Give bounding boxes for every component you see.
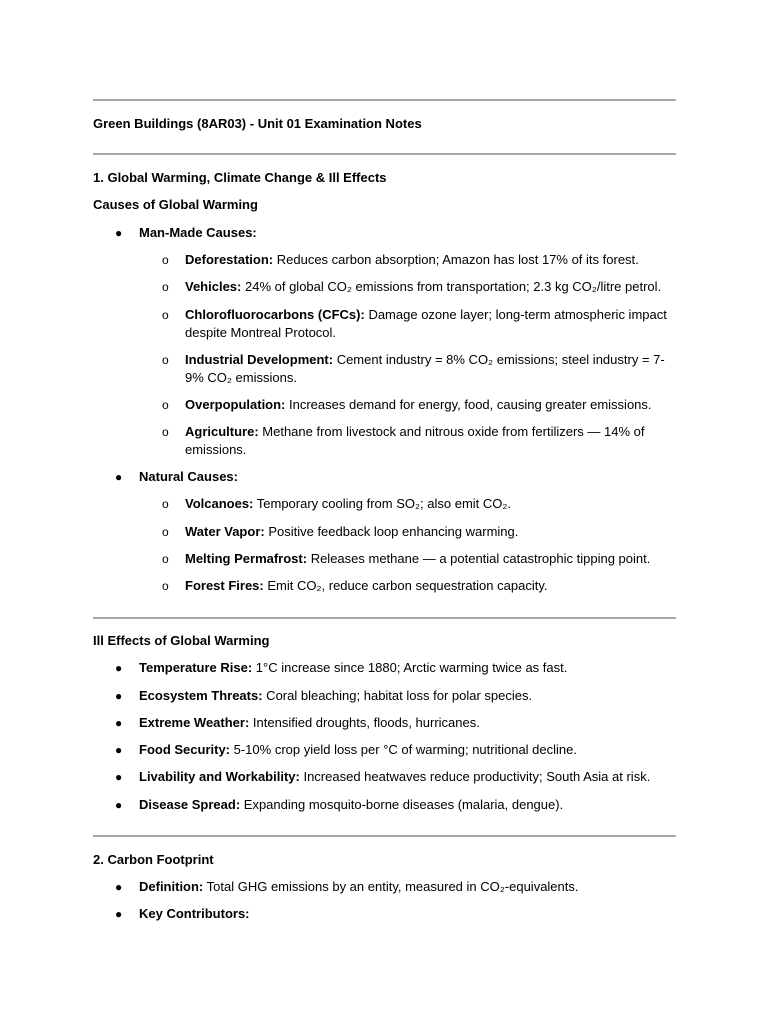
list-item: Volcanoes: Temporary cooling from SO₂; also emit CO₂. [185,496,512,511]
list-item: Overpopulation: Increases demand for energy, food, causing greater emissions. [185,397,652,412]
list-item: Key Contributors: [139,906,250,921]
circle-bullet-icon: o [162,552,169,566]
circle-bullet-icon: o [162,425,169,439]
section-1-heading: 1. Global Warming, Climate Change & Ill Effects [93,170,387,185]
list-item: Temperature Rise: 1°C increase since 1880; Arctic warming twice as fast. [139,660,568,675]
bullet-icon: ● [115,470,123,484]
natural-causes-label: Natural Causes: [139,469,238,484]
list-item: Disease Spread: Expanding mosquito-borne diseases (malaria, dengue). [139,797,564,812]
list-item: Ecosystem Threats: Coral bleaching; habitat loss for polar species. [139,688,533,703]
list-item: Livability and Workability: Increased heatwaves reduce productivity; South Asia at risk. [139,769,651,784]
circle-bullet-icon: o [162,280,169,294]
list-item: Chlorofluorocarbons (CFCs): Damage ozone layer; long-term atmospheric impact despite Montreal Protocol. [185,307,667,340]
list-item: Definition: Total GHG emissions by an entity, measured in CO₂-equivalents. [139,879,579,894]
circle-bullet-icon: o [162,497,169,511]
list-item: Vehicles: 24% of global CO₂ emissions from transportation; 2.3 kg CO₂/litre petrol. [185,279,662,294]
list-item: Industrial Development: Cement industry = 8% CO₂ emissions; steel industry = 7-9% CO₂ emissions. [185,352,665,385]
list-item: Extreme Weather: Intensified droughts, floods, hurricanes. [139,715,480,730]
list-item: Food Security: 5-10% crop yield loss per °C of warming; nutritional decline. [139,742,577,757]
bullet-icon: ● [115,880,123,894]
bullet-icon: ● [115,689,123,703]
horizontal-rule [93,617,676,619]
bullet-icon: ● [115,798,123,812]
man-made-causes-label: Man-Made Causes: [139,225,257,240]
horizontal-rule [93,153,676,155]
bullet-icon: ● [115,226,123,240]
circle-bullet-icon: o [162,525,169,539]
circle-bullet-icon: o [162,398,169,412]
list-item: Deforestation: Reduces carbon absorption; Amazon has lost 17% of its forest. [185,252,639,267]
bullet-icon: ● [115,907,123,921]
horizontal-rule [93,99,676,101]
section-2-heading: 2. Carbon Footprint [93,852,214,867]
ill-effects-heading: Ill Effects of Global Warming [93,633,270,648]
list-item: Water Vapor: Positive feedback loop enhancing warming. [185,524,519,539]
bullet-icon: ● [115,770,123,784]
circle-bullet-icon: o [162,253,169,267]
circle-bullet-icon: o [162,353,169,367]
document-title: Green Buildings (8AR03) - Unit 01 Examination Notes [93,116,422,131]
bullet-icon: ● [115,743,123,757]
horizontal-rule [93,835,676,837]
bullet-icon: ● [115,661,123,675]
list-item: Forest Fires: Emit CO₂, reduce carbon sequestration capacity. [185,578,548,593]
circle-bullet-icon: o [162,579,169,593]
list-item: Agriculture: Methane from livestock and nitrous oxide from fertilizers — 14% of emissions. [185,424,645,457]
causes-heading: Causes of Global Warming [93,197,258,212]
bullet-icon: ● [115,716,123,730]
list-item: Melting Permafrost: Releases methane — a potential catastrophic tipping point. [185,551,651,566]
circle-bullet-icon: o [162,308,169,322]
